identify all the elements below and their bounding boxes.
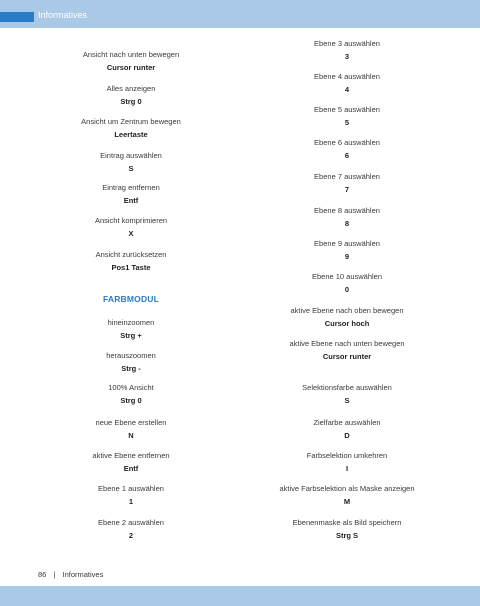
shortcut-label: Alles anzeigen (106, 84, 156, 93)
shortcut-key: S (344, 396, 350, 405)
shortcut-item (247, 383, 447, 406)
shortcut-label: neue Ebene erstellen (95, 418, 167, 427)
shortcut-key: X (128, 229, 134, 238)
shortcut-key: Strg 0 (120, 396, 142, 405)
shortcut-label: Zielfarbe auswählen (313, 418, 381, 427)
shortcut-key: S (128, 164, 134, 173)
shortcut-item (247, 272, 447, 295)
page-number: 86 (38, 570, 47, 579)
section-title-farbmodul: FARBMODUL (102, 294, 160, 304)
shortcut-key: 6 (344, 151, 350, 160)
shortcut-label: aktive Ebene nach unten bewegen (289, 339, 405, 348)
shortcut-item (247, 72, 447, 95)
shortcut-key: Strg S (335, 531, 359, 540)
shortcut-label: Ebene 6 auswählen (314, 138, 380, 147)
shortcut-label: Ebene 9 auswählen (314, 239, 380, 248)
header-title: Informatives (38, 10, 88, 20)
shortcut-key: Strg 0 (120, 97, 142, 106)
shortcut-item (31, 484, 231, 507)
shortcut-item (31, 383, 231, 406)
shortcut-label: Farbselektion umkehren (306, 451, 388, 460)
shortcut-key: 1 (128, 497, 134, 506)
shortcut-label: Ebene 1 auswählen (98, 484, 164, 493)
shortcut-label: herauszoomen (106, 351, 156, 360)
shortcut-item (247, 138, 447, 161)
shortcut-key: Cursor hoch (324, 319, 370, 328)
shortcut-key: Leertaste (114, 130, 148, 139)
shortcut-item (247, 518, 447, 541)
shortcut-label: Selektionsfarbe auswählen (302, 383, 392, 392)
shortcut-item (247, 172, 447, 195)
shortcut-label: 100% Ansicht (108, 383, 154, 392)
shortcut-key: D (344, 431, 350, 440)
shortcut-item (247, 418, 447, 441)
shortcut-item (31, 84, 231, 107)
shortcut-item (247, 306, 447, 329)
shortcut-key: 8 (344, 219, 350, 228)
shortcut-key: I (345, 464, 349, 473)
header-band (0, 0, 480, 28)
shortcut-item (247, 39, 447, 62)
shortcut-item (31, 117, 231, 140)
shortcut-label: Ebene 2 auswählen (98, 518, 164, 527)
shortcut-label: Eintrag auswählen (100, 151, 162, 160)
shortcut-item (247, 484, 447, 507)
shortcut-key: Strg + (120, 331, 142, 340)
shortcut-key: 3 (344, 52, 350, 61)
shortcut-label: Ansicht nach unten bewegen (82, 50, 180, 59)
shortcut-item (247, 206, 447, 229)
shortcut-key: N (128, 431, 134, 440)
shortcut-key: Cursor runter (322, 352, 372, 361)
shortcut-key: 5 (344, 118, 350, 127)
shortcut-label: Ebene 7 auswählen (314, 172, 380, 181)
shortcut-label: aktive Ebene entfernen (92, 451, 170, 460)
shortcut-label: aktive Farbselektion als Maske anzeigen (279, 484, 415, 493)
shortcut-item (31, 183, 231, 206)
shortcut-label: Ebenenmaske als Bild speichern (292, 518, 402, 527)
shortcut-key: Entf (123, 196, 139, 205)
page-footer (38, 570, 103, 579)
shortcut-label: Ansicht zurücksetzen (95, 250, 167, 259)
shortcut-item (31, 50, 231, 73)
shortcut-key: 7 (344, 185, 350, 194)
shortcut-label: hineinzoomen (107, 318, 155, 327)
footer-separator: | (53, 570, 56, 579)
shortcut-key: M (343, 497, 351, 506)
shortcut-label: Ansicht um Zentrum bewegen (81, 117, 181, 126)
shortcut-label: Ebene 10 auswählen (311, 272, 383, 281)
shortcut-item (31, 250, 231, 273)
shortcut-item (31, 151, 231, 174)
shortcut-key: 2 (128, 531, 134, 540)
shortcut-label: Ansicht komprimieren (94, 216, 168, 225)
shortcut-item (31, 451, 231, 474)
shortcut-key: Entf (123, 464, 139, 473)
shortcut-item (31, 518, 231, 541)
shortcut-key: Pos1 Taste (111, 263, 151, 272)
shortcut-item (247, 239, 447, 262)
shortcut-item (247, 105, 447, 128)
shortcut-item (247, 339, 447, 362)
shortcut-key: 0 (344, 285, 350, 294)
shortcut-label: Ebene 5 auswählen (314, 105, 380, 114)
shortcut-key: Strg - (121, 364, 141, 373)
shortcut-item (247, 451, 447, 474)
shortcut-item (31, 351, 231, 374)
shortcut-item (31, 418, 231, 441)
shortcut-key: Cursor runter (106, 63, 156, 72)
shortcut-label: Ebene 3 auswählen (314, 39, 380, 48)
shortcut-label: aktive Ebene nach oben bewegen (290, 306, 404, 315)
header-accent-block (0, 12, 34, 22)
shortcut-item (31, 318, 231, 341)
shortcut-key: 9 (344, 252, 350, 261)
footer-title: Informatives (62, 570, 104, 579)
shortcut-label: Ebene 4 auswählen (314, 72, 380, 81)
footer-band (0, 586, 480, 606)
shortcut-label: Ebene 8 auswählen (314, 206, 380, 215)
shortcut-label: Eintrag entfernen (102, 183, 160, 192)
shortcut-item (31, 216, 231, 239)
shortcut-key: 4 (344, 85, 350, 94)
